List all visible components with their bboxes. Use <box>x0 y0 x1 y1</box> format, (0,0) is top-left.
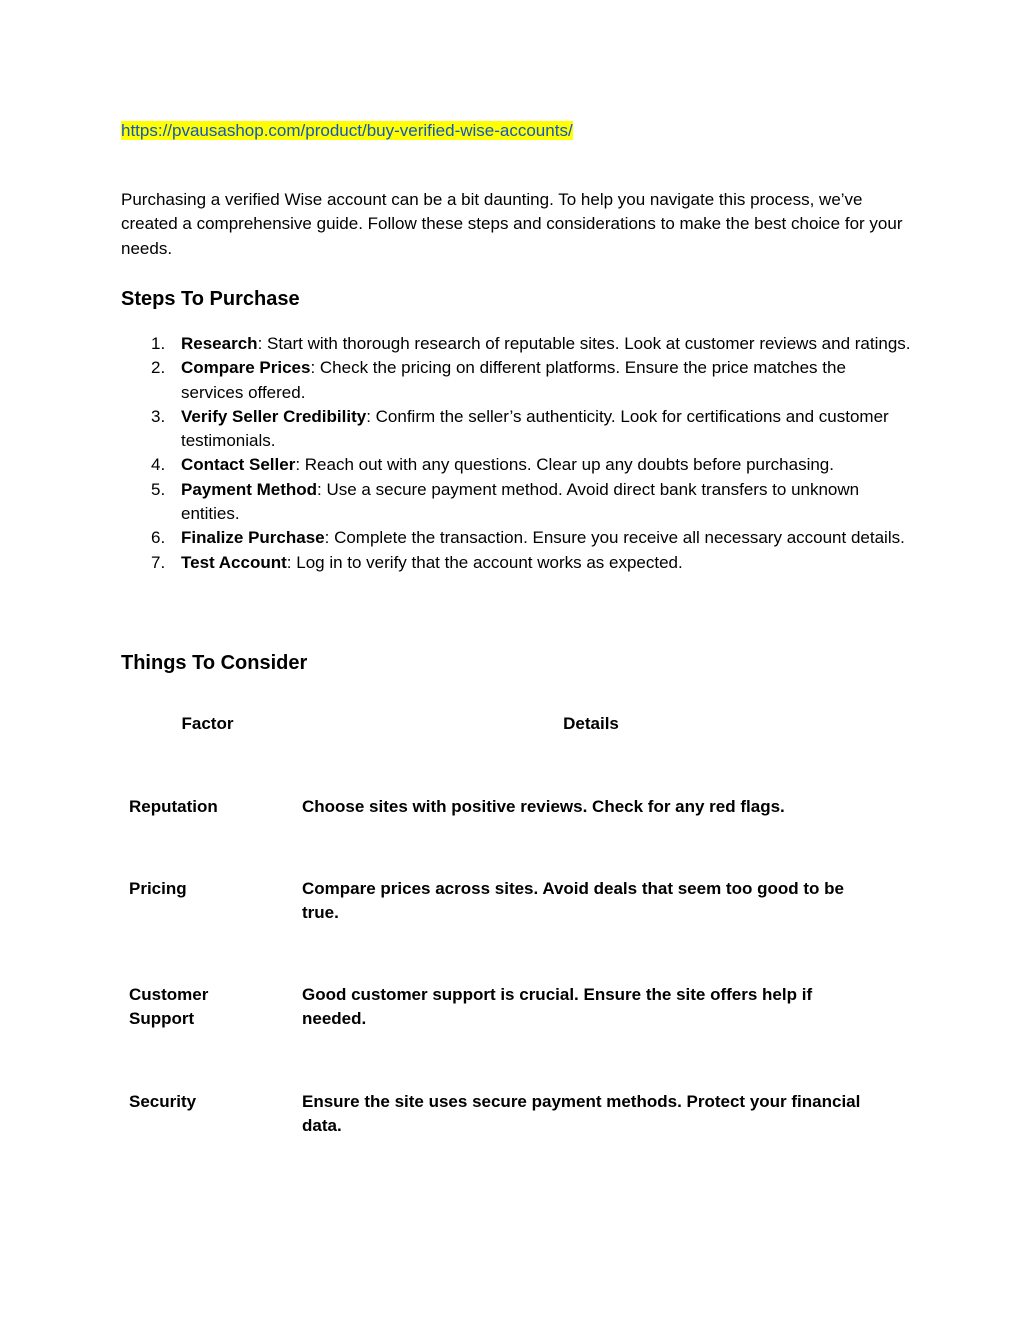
step-item <box>121 453 911 477</box>
factor-cell: Reputation <box>129 797 218 816</box>
factor-column-header: Factor <box>181 714 234 733</box>
steps-heading: Steps To Purchase <box>121 288 300 310</box>
step-item <box>121 478 911 527</box>
step-number: 3. <box>151 406 166 426</box>
step-number: 1. <box>151 334 166 353</box>
details-cell: Choose sites with positive reviews. Check for any red flags. <box>302 797 785 816</box>
step-title: Payment Method <box>181 479 318 499</box>
step-number: 6. <box>151 528 166 548</box>
table-header-row <box>121 700 901 770</box>
step-item <box>121 332 911 356</box>
consider-heading: Things To Consider <box>121 652 308 674</box>
steps-list <box>121 332 911 575</box>
step-text: : Reach out with any questions. Clear up any doubts before purchasing. <box>295 455 834 475</box>
step-title: Compare Prices <box>181 358 311 378</box>
step-number: 7. <box>151 552 166 572</box>
step-title: Research <box>181 334 258 353</box>
table-row <box>121 795 872 819</box>
factor-cell: Pricing <box>129 879 187 898</box>
details-cell: Compare prices across sites. Avoid deals that seem too good to be true. <box>302 879 844 923</box>
details-column-header: Details <box>563 714 619 733</box>
table-row <box>121 1090 872 1139</box>
factors-table <box>121 700 901 1136</box>
step-number: 5. <box>151 479 166 499</box>
step-title: Contact Seller <box>181 455 296 475</box>
step-text: : Check the pricing on different platforms. Ensure the price matches the services offered. <box>181 358 846 402</box>
details-cell: Good customer support is crucial. Ensure the site offers help if needed. <box>302 985 813 1029</box>
intro-paragraph: Purchasing a verified Wise account can be a bit daunting. To help you navigate this process, we’ve created a comprehensive guide. Follow these steps and considerations to make the best choice for your needs. <box>121 190 903 258</box>
step-text: : Confirm the seller’s authenticity. Look for certifications and customer testimonials. <box>181 406 889 451</box>
table-row <box>121 877 872 926</box>
step-title: Test Account <box>181 552 287 572</box>
step-item <box>121 526 911 550</box>
step-text: : Log in to verify that the account works as expected. <box>286 552 683 572</box>
table-row <box>121 983 872 1032</box>
factor-cell: Security <box>129 1092 197 1111</box>
source-url-line <box>121 119 573 143</box>
step-text: : Use a secure payment method. Avoid direct bank transfers to unknown entities. <box>181 479 860 524</box>
step-title: Finalize Purchase <box>181 528 325 548</box>
step-number: 2. <box>151 358 166 378</box>
step-item <box>121 356 911 405</box>
step-item <box>121 405 911 454</box>
details-cell: Ensure the site uses secure payment methods. Protect your financial data. <box>302 1092 861 1136</box>
source-url-link[interactable]: https://pvausashop.com/product/buy-verified-wise-accounts/ <box>121 121 573 140</box>
factor-cell: Customer Support <box>129 985 209 1029</box>
step-number: 4. <box>151 455 166 475</box>
step-item <box>121 551 911 575</box>
step-text: : Start with thorough research of reputable sites. Look at customer reviews and ratings. <box>257 334 911 353</box>
step-title: Verify Seller Credibility <box>181 406 367 426</box>
step-text: : Complete the transaction. Ensure you receive all necessary account details. <box>324 528 905 548</box>
